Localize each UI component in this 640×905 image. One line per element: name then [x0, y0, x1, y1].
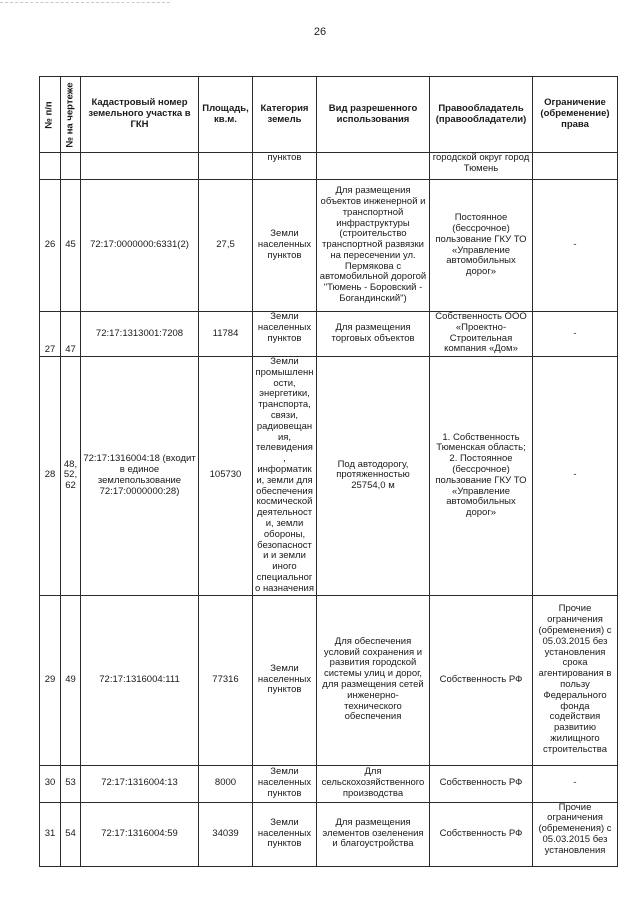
cell-restriction: -	[533, 765, 618, 802]
cell-drawing: 53	[61, 765, 81, 802]
cell-use: Для размещения объектов инженерной и транспортной инфраструктуры (строительство транспортной развязки на пересечении ул. Пермякова с автомобильной дорогой "Тюмень - Боровский - Богандинский")	[317, 180, 430, 312]
cell-drawing: 54	[61, 802, 81, 866]
cell-owner: Постоянное (бессрочное) пользование ГКУ ТО «Управление автомобильных дорог»	[430, 180, 533, 312]
cell-category: Земли населенных пунктов	[253, 595, 317, 765]
cell-owner: Собственность РФ	[430, 802, 533, 866]
cell-category: Земли промышленности, энергетики, транспорта, связи, радиовещания, телевидения, информатики, земли для обеспечения космической деятельности, земли обороны, безопасности и земли иного специального назначения	[253, 357, 317, 596]
table-row	[40, 765, 618, 802]
cell-cadastral: 72:17:1313001:7208	[81, 312, 199, 357]
cell-category: Земли населенных пунктов	[253, 765, 317, 802]
cell-category: Земли населенных пунктов	[253, 802, 317, 866]
table-row	[40, 357, 618, 596]
cell-area: 34039	[199, 802, 253, 866]
header-cadastral: Кадастровый номер земельного участка в ГКН	[81, 77, 199, 153]
cell-owner: Собственность РФ	[430, 595, 533, 765]
cell-cadastral: 72:17:1316004:18 (входит в единое землепользование 72:17:0000000:28)	[81, 357, 199, 596]
cell-drawing: 45	[61, 180, 81, 312]
table-row	[40, 802, 618, 866]
cell-cadastral: 72:17:1316004:59	[81, 802, 199, 866]
cell-owner: 1. Собственность Тюменская область; 2. Постоянное (бессрочное) пользование ГКУ ТО «Управление автомобильных дорог»	[430, 357, 533, 596]
cell-num: 31	[40, 802, 61, 866]
cell-drawing: 47	[61, 312, 81, 357]
cell-owner: городской округ город Тюмень	[430, 153, 533, 180]
cell-num: 30	[40, 765, 61, 802]
table-row	[40, 595, 618, 765]
cell-area: 77316	[199, 595, 253, 765]
cell-use: Для обеспечения условий сохранения и развития городской системы улиц и дорог, для размещения сетей инженерно-технического обеспечения	[317, 595, 430, 765]
header-drawing-num: № на чертеже	[61, 77, 81, 153]
cell-category: Земли населенных пунктов	[253, 180, 317, 312]
cell-owner: Собственность РФ	[430, 765, 533, 802]
cell-area: 11784	[199, 312, 253, 357]
cell-num: 27	[40, 312, 61, 357]
table-row	[40, 312, 618, 357]
cell-owner: Собственность ООО «Проектно-Строительная компания «Дом»	[430, 312, 533, 357]
cell-area: 27,5	[199, 180, 253, 312]
cell-category: Земли населенных пунктов	[253, 312, 317, 357]
table-row	[40, 180, 618, 312]
land-plots-table	[39, 76, 618, 867]
scan-header-line	[0, 2, 170, 4]
page-number: 26	[313, 26, 327, 38]
table-header-row	[40, 77, 618, 153]
cell-use: Для размещения торговых объектов	[317, 312, 430, 357]
cell-use: Для сельскохозяйственного производства	[317, 765, 430, 802]
cell-area: 105730	[199, 357, 253, 596]
cell-restriction: Прочие ограничения (обременения) с 05.03.2015 без установления срока агентирования в пользу Федерального фонда содействия развитию жилищного строительства	[533, 595, 618, 765]
cell-restriction: -	[533, 180, 618, 312]
cell-drawing: 49	[61, 595, 81, 765]
cell-num: 26	[40, 180, 61, 312]
header-restriction: Ограничение (обременение) права	[533, 77, 618, 153]
cell-restriction: Прочие ограничения (обременения) с 05.03.2015 без установления	[533, 802, 618, 866]
cell-drawing: 48, 52, 62	[61, 357, 81, 596]
cell-cadastral: 72:17:1316004:13	[81, 765, 199, 802]
cell-num: 28	[40, 357, 61, 596]
header-owner: Правообладатель (правообладатели)	[430, 77, 533, 153]
header-area: Площадь, кв.м.	[199, 77, 253, 153]
cell-area: 8000	[199, 765, 253, 802]
cell-use: Под автодорогу, протяженностью 25754,0 м	[317, 357, 430, 596]
cell-category: пунктов	[253, 153, 317, 180]
header-use: Вид разрешенного использования	[317, 77, 430, 153]
table-row-continuation	[40, 153, 618, 180]
header-num: № п/п	[40, 77, 61, 153]
cell-restriction: -	[533, 357, 618, 596]
header-category: Категория земель	[253, 77, 317, 153]
cell-restriction: -	[533, 312, 618, 357]
cell-use: Для размещения элементов озеленения и благоустройства	[317, 802, 430, 866]
cell-cadastral: 72:17:1316004:111	[81, 595, 199, 765]
cell-cadastral: 72:17:0000000:6331(2)	[81, 180, 199, 312]
cell-num: 29	[40, 595, 61, 765]
